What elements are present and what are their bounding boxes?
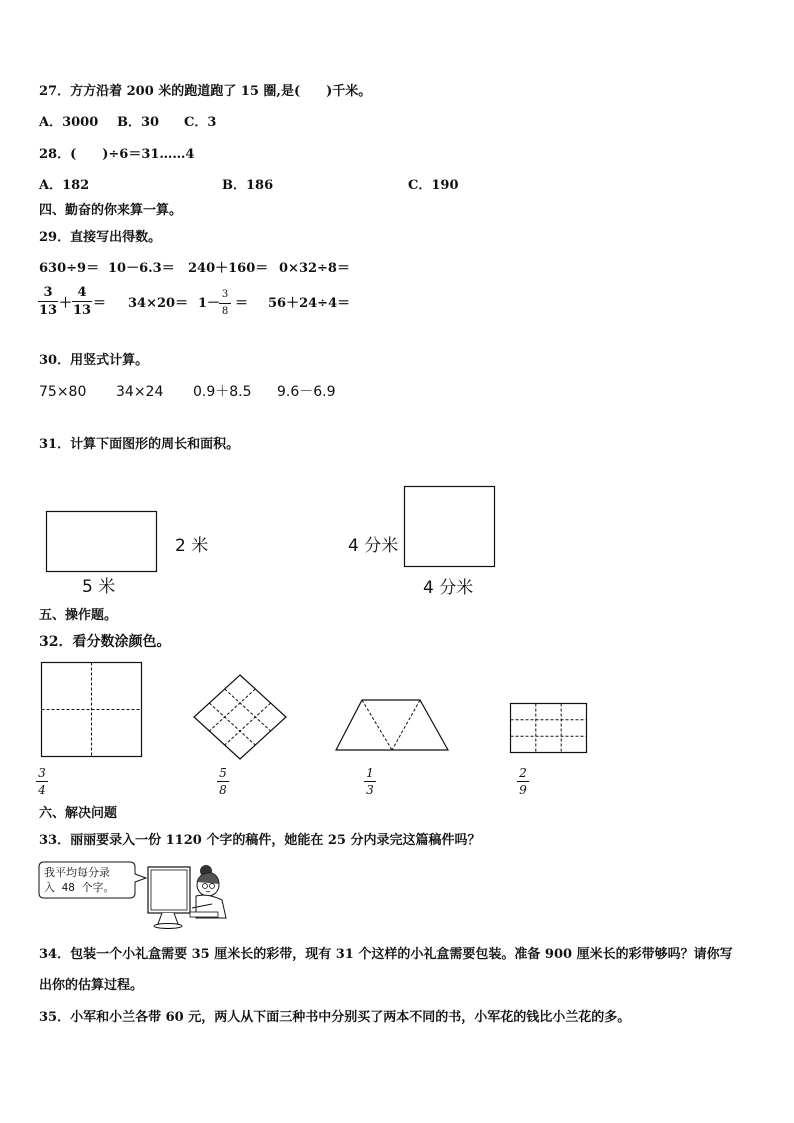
square-bottom-label: 4 分米 xyxy=(423,578,474,598)
q29-stem: 29．直接写出得数。 xyxy=(39,230,162,245)
q28-option-c: C．190 xyxy=(408,178,459,193)
q30-stem: 30．用竖式计算。 xyxy=(39,353,149,368)
q30-item-4: 9.6－6.9 xyxy=(277,384,336,400)
speech-bubble-line-1: 我平均每分录 xyxy=(44,866,110,879)
q32-stem: 32．看分数涂颜色。 xyxy=(39,634,171,650)
q29-row2-item-4: 56＋24÷4＝ xyxy=(268,296,351,311)
q27-stem: 27．方方沿着 200 米的跑道跑了 15 圈,是( )千米。 xyxy=(39,84,372,99)
q33-stem: 33．丽丽要录入一份 1120 个字的稿件，她能在 25 分内录完这篇稿件吗？ xyxy=(39,833,481,848)
q31-stem: 31．计算下面图形的周长和面积。 xyxy=(39,437,240,452)
fraction-numerator: 3 xyxy=(43,285,53,300)
q29-row2-item-3-prefix: 1－ xyxy=(198,296,221,311)
fraction-denominator: 4 xyxy=(38,783,46,797)
q34-line-1: 34．包装一个小礼盒需要 35 厘米长的彩带，现有 31 个这样的小礼盒需要包装。准备 900 厘米长的彩带够吗？请你写 xyxy=(39,947,733,962)
fraction-denominator: 13 xyxy=(72,303,92,318)
q27-option-c: C．3 xyxy=(184,115,217,130)
q29-item-3: 240＋160＝ xyxy=(188,261,269,276)
q30-item-1: 75×80 xyxy=(39,384,87,400)
q28-option-a: A．182 xyxy=(39,178,90,193)
q29-plus-sign: ＋ xyxy=(59,296,73,311)
section-4-heading: 四、勤奋的你来算一算。 xyxy=(39,203,183,218)
fraction-numerator: 3 xyxy=(221,289,229,300)
q35-stem: 35．小军和小兰各带 60 元，两人从下面三种书中分别买了两本不同的书，小军花的钱比小兰花的多。 xyxy=(39,1010,631,1025)
fraction-denominator: 8 xyxy=(221,306,229,317)
fraction-numerator: 3 xyxy=(38,766,46,780)
fraction-denominator: 8 xyxy=(219,783,227,797)
q29-item-1: 630÷9＝ xyxy=(39,261,100,276)
q28-stem: 28．( )÷6＝31……4 xyxy=(39,147,195,162)
square-side-label: 4 分米 xyxy=(348,536,399,556)
fraction-numerator: 2 xyxy=(519,766,527,780)
fraction-numerator: 1 xyxy=(366,766,374,780)
q28-option-b: B．186 xyxy=(222,178,274,193)
fraction-numerator: 4 xyxy=(77,285,87,300)
section-5-heading: 五、操作题。 xyxy=(39,608,118,623)
q34-line-2: 出你的估算过程。 xyxy=(39,978,144,993)
q29-item-4: 0×32÷8＝ xyxy=(279,261,350,276)
q29-item-2: 10－6.3＝ xyxy=(108,261,175,276)
q27-option-b: B．30 xyxy=(117,115,160,130)
rectangle-width-label: 5 米 xyxy=(82,577,116,597)
q29-row2-item-2: 34×20＝ xyxy=(128,296,189,311)
q30-item-3: 0.9＋8.5 xyxy=(193,384,252,400)
q29-row2-item-3-equals: ＝ xyxy=(235,296,249,311)
q30-item-2: 34×24 xyxy=(116,384,164,400)
rectangle-height-label: 2 米 xyxy=(175,536,209,556)
q27-option-a: A．3000 xyxy=(39,115,99,130)
section-6-heading: 六、解决问题 xyxy=(39,806,118,821)
fraction-denominator: 13 xyxy=(38,303,58,318)
fraction-numerator: 5 xyxy=(219,766,227,780)
speech-bubble-line-2: 入 48 个字。 xyxy=(44,881,115,894)
fraction-denominator: 9 xyxy=(519,783,527,797)
fraction-denominator: 3 xyxy=(366,783,374,797)
q29-equals-sign: ＝ xyxy=(93,296,107,311)
